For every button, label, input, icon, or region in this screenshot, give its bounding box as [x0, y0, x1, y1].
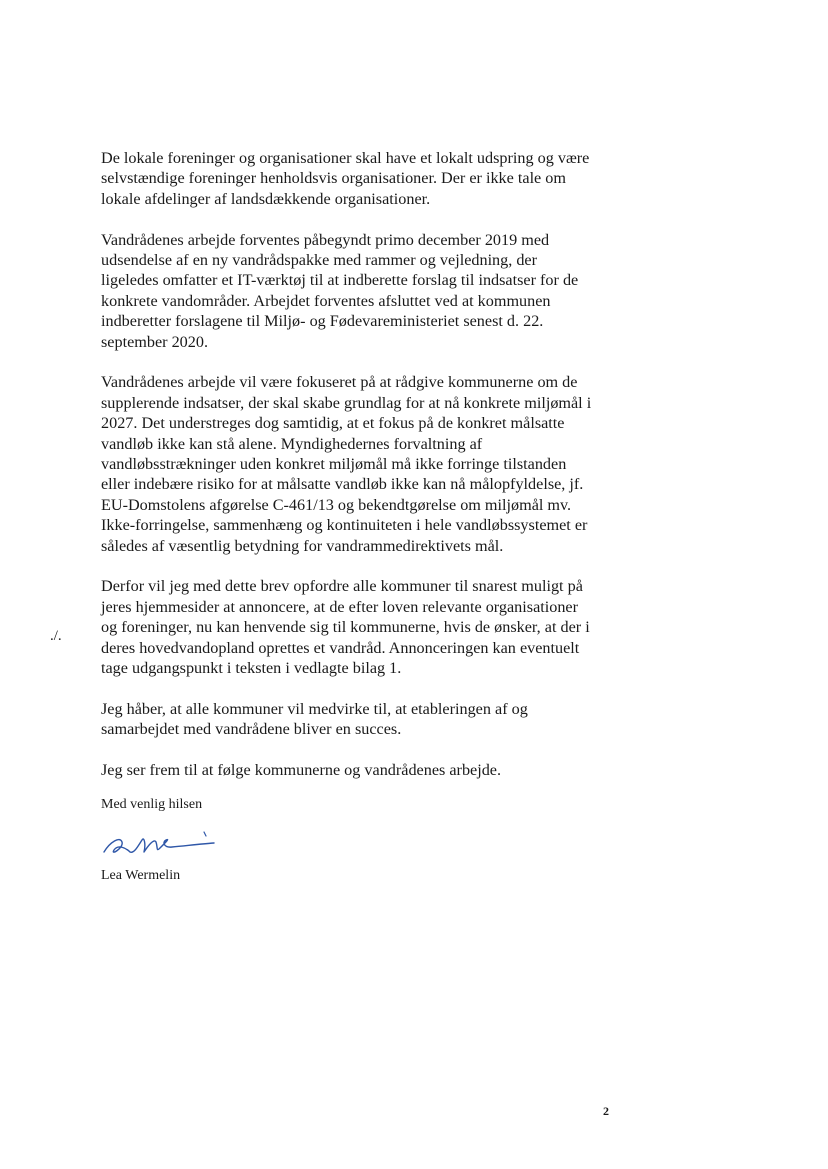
- paragraph-work-timeline: Vandrådenes arbejde forventes påbegyndt primo december 2019 med udsendelse af en ny vandrådspakke med rammer og vejledning, der ligeledes omfatter et IT-værktøj til at indberette forslag til indsatser for de konkrete vandområder. Arbejdet forventes afsluttet ved at kommunen indberetter forslagene til Miljø- og Fødevareministeriet senest d. 22. september 2020.: [101, 230, 579, 351]
- handwritten-signature: [100, 828, 220, 864]
- paragraph-look-forward: Jeg ser frem til at følge kommunerne og vandrådenes arbejde.: [101, 761, 502, 780]
- signer-name: Lea Wermelin: [101, 868, 181, 883]
- paragraph-local-associations: De lokale foreninger og organisationer skal have et lokalt udspring og være selvstændige foreninger henholdsvis organisationer. Der er ikke tale om lokale afdelinger af landsdækkende organisationer.: [101, 149, 590, 208]
- paragraph-work-focus: Vandrådenes arbejde vil være fokuseret på at rådgive kommunerne om de supplerende indsatser, der skal skabe grundlag for at nå konkrete miljømål i 2027. Det understreges dog samtidig, at et fokus på de konkret målsatte vandløb ikke kan stå alene. Myndighedernes forvaltning af vandløbsstrækninger uden konkret miljømål må ikke forringe tilstanden eller indebære risiko for at målsatte vandløb ikke kan nå målopfyldelse, jf. EU-Domstolens afgørelse C-461/13 og bekendtgørelse om miljømål mv. Ikke-forringelse, sammenhæng og kontinuiteten i hele vandløbssystemet er således af væsentlig betydning for vandrammedirektivets mål.: [101, 373, 592, 555]
- letter-body: [101, 148, 621, 801]
- page-number: 2: [603, 1104, 609, 1118]
- closing-salutation: Med venlig hilsen: [101, 797, 203, 812]
- paragraph-hope: Jeg håber, at alle kommuner vil medvirke til, at etableringen af og samarbejdet med vandrådene bliver en succes.: [101, 699, 528, 739]
- paragraph-call-to-action: Derfor vil jeg med dette brev opfordre alle kommuner til snarest muligt på jeres hjemmesider at annoncere, at de efter loven relevante organisationer og foreninger, nu kan henvende sig til kommunerne, hvis de ønsker, at der i deres hovedvandopland oprettes et vandråd. Annonceringen kan eventuelt tage udgangspunkt i teksten i vedlagte bilag 1.: [101, 577, 590, 678]
- enclosure-margin-mark: ./.: [50, 628, 62, 644]
